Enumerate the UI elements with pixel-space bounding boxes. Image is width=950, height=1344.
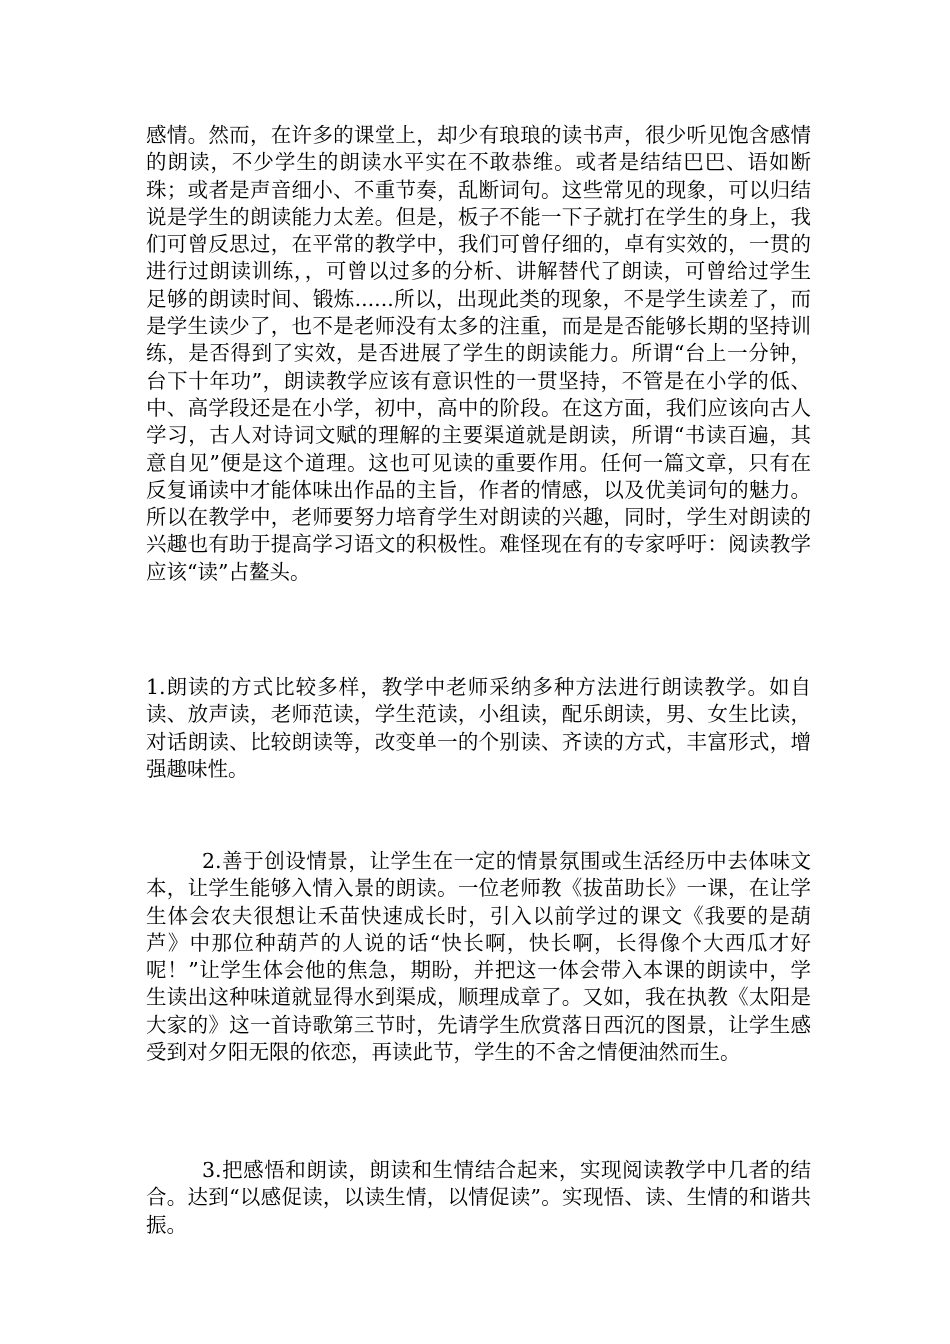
paragraph-method-3: 3.把感悟和朗读，朗读和生情结合起来，实现阅读教学中几者的结合。达到“以感促读，以读生情，以情促读”。实现悟、读、生情的和谐共振。 bbox=[146, 1158, 811, 1237]
paragraph-method-1: 1.朗读的方式比较多样，教学中老师采纳多种方法进行朗读教学。如自读、放声读，老师范读，学生范读，小组读，配乐朗读，男、女生比读，对话朗读、比较朗读等，改变单一的个别读、齐读的方式，丰富形式，增强趣味性。 bbox=[146, 675, 811, 781]
paragraph-method-2: 2.善于创设情景，让学生在一定的情景氛围或生活经历中去体味文本，让学生能够入情入景的朗读。一位老师教《拔苗助长》一课，在让学生体会农夫很想让禾苗快速成长时，引入以前学过的课文《我要的是葫芦》中那位种葫芦的人说的话“快长啊，快长啊，长得像个大西瓜才好呢！”让学生体会他的焦急，期盼，并把这一体会带入本课的朗读中，学生读出这种味道就显得水到渠成，顺理成章了。又如，我在执教《太阳是大家的》这一首诗歌第三节时，先请学生欣赏落日西沉的图景，让学生感受到对夕阳无限的依恋，再读此节，学生的不舍之情便油然而生。 bbox=[146, 849, 811, 1065]
paragraph-intro: 感情。然而，在许多的课堂上，却少有琅琅的读书声，很少听见饱含感情的朗读，不少学生的朗读水平实在不敢恭维。或者是结结巴巴、语如断珠；或者是声音细小、不重节奏，乱断词句。这些常见的现象，可以归结说是学生的朗读能力太差。但是，板子不能一下子就打在学生的身上，我们可曾反思过，在平常的教学中，我们可曾仔细的，卓有实效的，一贯的进行过朗读训练，，可曾以过多的分析、讲解替代了朗读，可曾给过学生足够的朗读时间、锻炼......所以，出现此类的现象，不是学生读差了，而是学生读少了，也不是老师没有太多的注重，而是是否能够长期的坚持训练，是否得到了实效，是否进展了学生的朗读能力。所谓“台上一分钟，台下十年功”，朗读教学应该有意识性的一贯坚持，不管是在小学的低、中、高学段还是在小学，初中，高中的阶段。在这方面，我们应该向古人学习，古人对诗词文赋的理解的主要渠道就是朗读，所谓“书读百遍，其意自见”便是这个道理。这也可见读的重要作用。任何一篇文章，只有在反复诵读中才能体味出作品的主旨，作者的情感，以及优美词句的魅力。所以在教学中，老师要努力培育学生对朗读的兴趣，同时，学生对朗读的兴趣也有助于提高学习语文的积极性。难怪现在有的专家呼吁：阅读教学应该“读”占鳌头。 bbox=[146, 123, 811, 584]
